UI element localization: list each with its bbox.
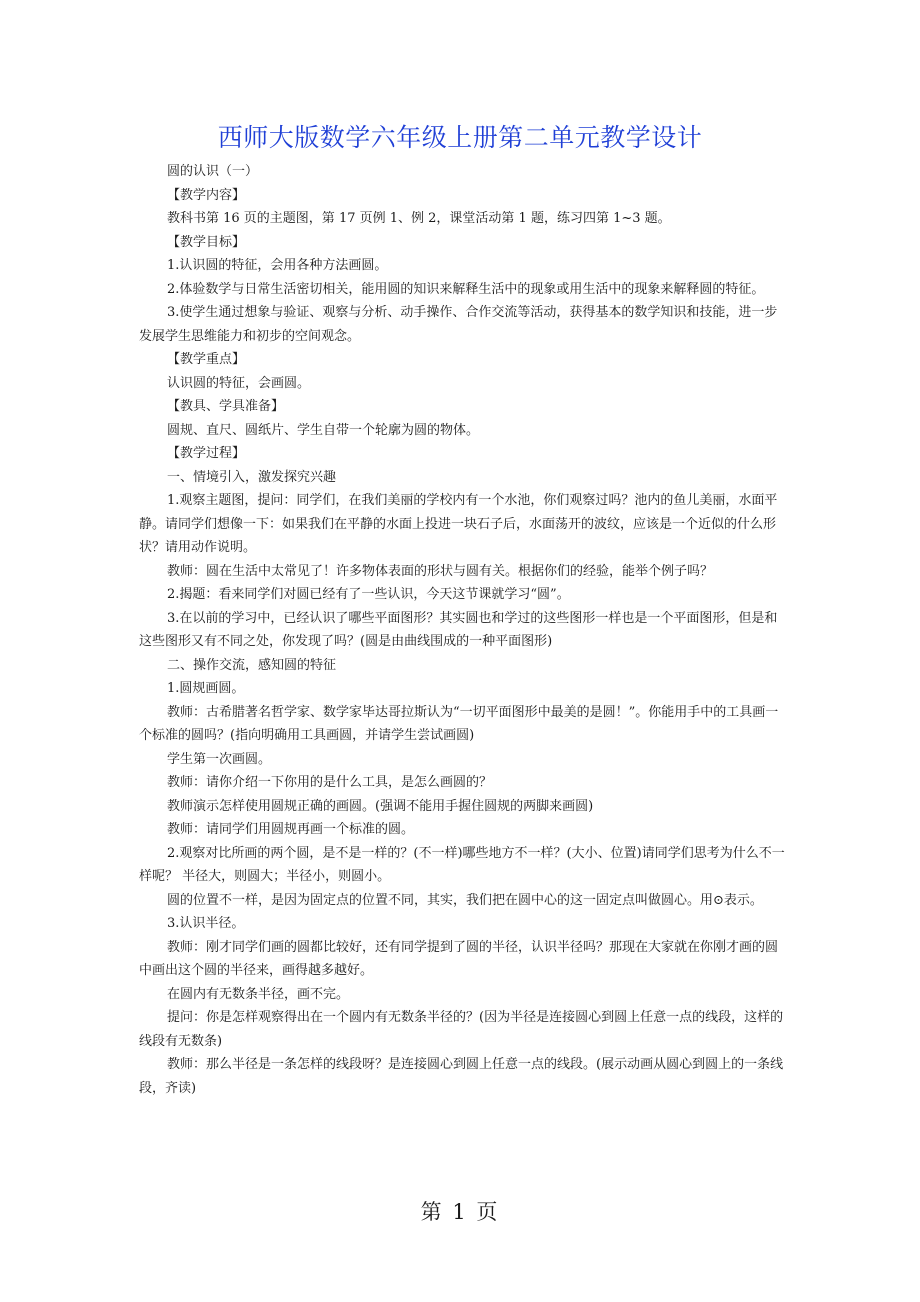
paragraph: 教师：请同学们用圆规再画一个标准的圆。 — [167, 822, 415, 837]
document-body — [139, 160, 789, 1100]
paragraph: 3.使学生通过想象与验证、观察与分析、动手操作、合作交流等活动，获得基本的数学知识和技能，进一步发展学生思维能力和初步的空间观念。 — [139, 305, 778, 344]
paragraph: 【教学目标】 — [167, 234, 246, 250]
paragraph: 【教具、学具准备】 — [167, 399, 285, 414]
document-title: 西师大版数学六年级上册第二单元教学设计 — [217, 123, 703, 152]
paragraph: 1.认识圆的特征，会用各种方法画圆。 — [167, 258, 388, 273]
paragraph: 2.体验数学与日常生活密切相关，能用圆的知识来解释生活中的现象或用生活中的现象来解释圆的特征。 — [167, 281, 765, 297]
paragraph: 1.圆规画圆。 — [167, 681, 245, 696]
paragraph: 提问：你是怎样观察得出在一个圆内有无数条半径的？(因为半径是连接圆心到圆上任意一点的线段，这样的线段有无数条) — [139, 1010, 784, 1049]
paragraph: 一、情境引入，激发探究兴趣 — [167, 469, 337, 485]
paragraph: 教师：那么半径是一条怎样的线段呀？是连接圆心到圆上任意一点的线段。(展示动画从圆心到圆上的一条线段，齐读) — [139, 1057, 784, 1096]
paragraph: 教师：请你介绍一下你用的是什么工具，是怎么画圆的？ — [167, 775, 493, 790]
paragraph: 二、操作交流，感知圆的特征 — [167, 657, 337, 673]
paragraph: 1.观察主题图，提问：同学们，在我们美丽的学校内有一个水池，你们观察过吗？池内的鱼儿美丽，水面平静。请同学们想像一下：如果我们在平静的水面上投进一块石子后，水面荡开的波纹，应该是一个近似的什么形状？请用动作说明。 — [139, 493, 778, 555]
paragraph: 2.观察对比所画的两个圆，是不是一样的？(不一样)哪些地方不一样？(大小、位置)请同学们思考为什么不一样呢？ 半径大，则圆大；半径小，则圆小。 — [139, 845, 785, 884]
paragraph: 【教学重点】 — [167, 352, 246, 367]
paragraph: 2.揭题：看来同学们对圆已经有了一些认识，今天这节课就学习“圆”。 — [167, 587, 570, 602]
paragraph: 教师：古希腊著名哲学家、数学家毕达哥拉斯认为“一切平面图形中最美的是圆！”。你能用手中的工具画一个标准的圆吗？(指向明确用工具画圆，并请学生尝试画圆) — [139, 704, 779, 743]
paragraph: 3.在以前的学习中，已经认识了哪些平面图形？其实圆也和学过的这些图形一样也是一个平面图形，但是和这些图形又有不同之处，你发现了吗？(圆是由曲线围成的一种平面图形) — [139, 610, 778, 649]
paragraph: 圆的认识（一） — [167, 164, 259, 179]
paragraph: 圆规、直尺、圆纸片、学生自带一个轮廓为圆的物体。 — [167, 422, 480, 438]
paragraph: 教师：刚才同学们画的圆都比较好，还有同学提到了圆的半径，认识半径吗？那现在大家就在你刚才画的圆中画出这个圆的半径来，画得越多越好。 — [139, 939, 779, 978]
paragraph: 【教学过程】 — [167, 446, 246, 461]
paragraph: 教科书第 16 页的主题图，第 17 页例 1、例 2，课堂活动第 1 题，练习四第 1~3 题。 — [167, 211, 671, 226]
paragraph: 学生第一次画圆。 — [167, 751, 272, 767]
paragraph: 教师：圆在生活中太常见了！许多物体表面的形状与圆有关。根据你们的经验，能举个例子吗？ — [167, 563, 714, 579]
paragraph: 圆的位置不一样，是因为固定点的位置不同，其实，我们把在圆中心的这一固定点叫做圆心。用⊙表示。 — [167, 892, 763, 908]
paragraph: 教师演示怎样使用圆规正确的画圆。(强调不能用手握住圆规的两脚来画圆) — [167, 798, 594, 814]
page-number: 第 1 页 — [420, 1200, 500, 1224]
paragraph: 认识圆的特征，会画圆。 — [167, 375, 311, 391]
paragraph: 【教学内容】 — [167, 187, 246, 203]
paragraph: 3.认识半径。 — [167, 916, 245, 931]
paragraph: 在圆内有无数条半径，画不完。 — [167, 986, 350, 1002]
